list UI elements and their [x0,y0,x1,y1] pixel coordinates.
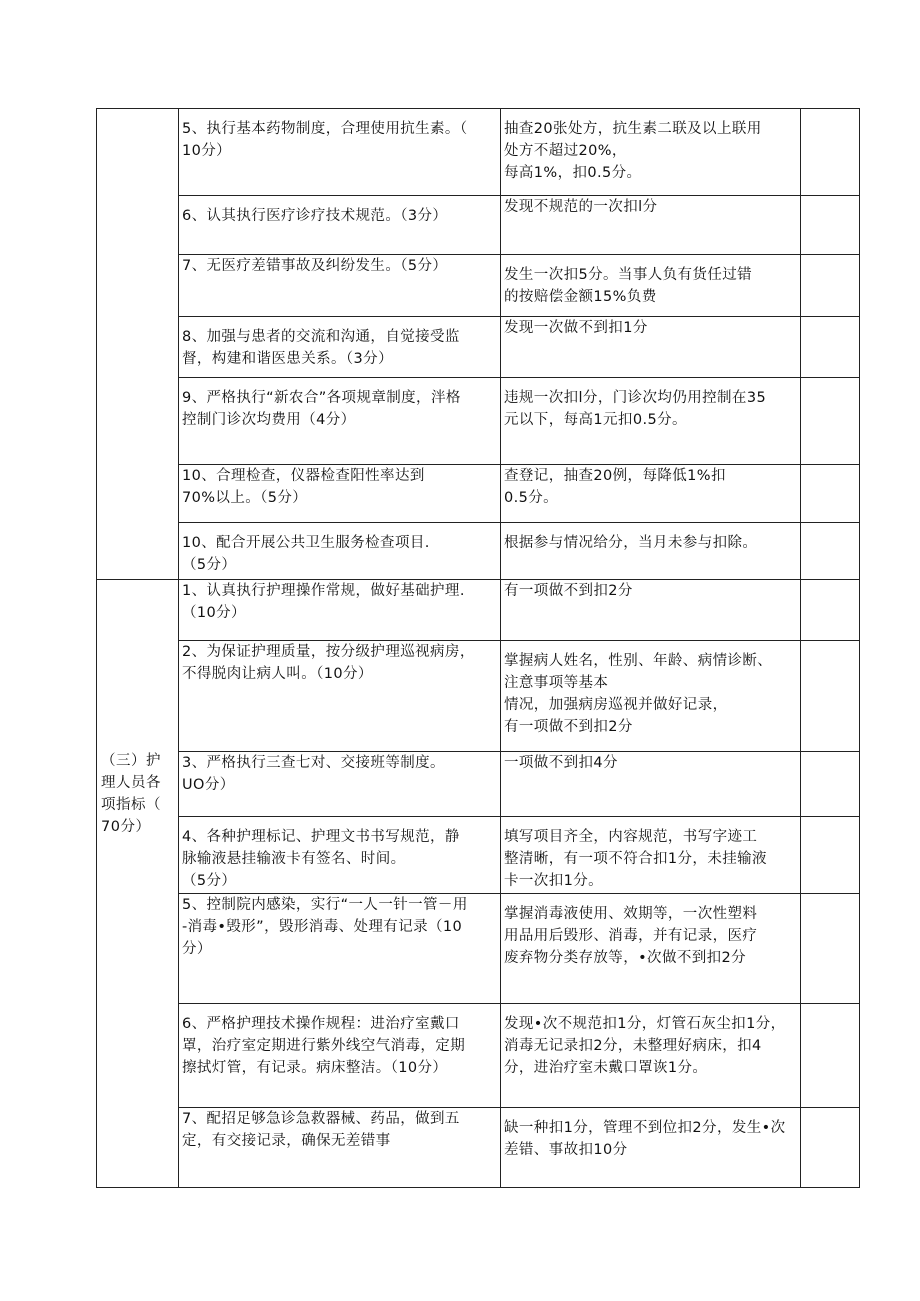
rule-cell [501,465,801,523]
table-row [97,196,860,255]
table-row [97,817,860,894]
score-cell[interactable] [801,317,860,378]
item-cell-line: 7、配招足够急诊急救器械、药品，做到五 [182,1111,460,1127]
item-cell-line: 罩，治疗室定期进行紫外线空气消毒，定期 [182,1038,466,1054]
rule-cell-line: 0.5分。 [504,490,559,506]
item-cell [179,1004,501,1108]
rule-cell-line: 抽查20张处方，抗生素二联及以上联用 [504,121,762,137]
item-cell-line: （5分） [182,557,237,573]
rule-cell [501,109,801,196]
rule-cell-line: 的按赔偿金额15%负费 [504,289,657,305]
item-cell [179,752,501,817]
table-row [97,317,860,378]
rule-cell-line: 用品用后毁形、消毒，并有记录，医疗 [504,928,758,944]
item-cell-line: 7、无医疗差错事故及纠纷发生。（5分） [182,258,448,274]
item-cell [179,1108,501,1188]
item-cell-line: 控制门诊次均费用（4分） [182,412,356,428]
rule-cell [501,894,801,1004]
category-label-line: 理人员各 [101,775,161,791]
item-cell [179,196,501,255]
rule-cell-line: 填写项目齐全，内容规范，书写字迹工 [504,829,758,845]
rule-cell-line: 掌握病人姓名，性别、年龄、病情诊断、 [504,653,773,669]
rule-cell-line: 有一项做不到扣2分 [504,583,633,599]
rule-cell-line: 处方不超过20%， [504,143,627,159]
item-cell-line: 8、加强与患者的交流和沟通，自觉接受监 [182,329,460,345]
rule-cell [501,641,801,752]
item-cell [179,465,501,523]
table-row [97,465,860,523]
item-cell-line: UO分） [182,777,235,793]
score-cell[interactable] [801,752,860,817]
category-label-line: （三）护 [101,753,161,769]
item-cell-line: 10分） [182,143,232,159]
table-row [97,580,860,641]
rule-cell-line: 分，进治疗室未戴口罩诙1分。 [504,1060,708,1076]
item-cell [179,317,501,378]
item-cell-line: -消毒•毁形”，毁形消毒、处理有记录（10 [182,919,463,935]
rule-cell [501,817,801,894]
item-cell-line: 1、认真执行护理操作常规，做好基础护理. [182,583,465,599]
rule-cell-line: 每高1%，扣0.5分。 [504,165,642,181]
item-cell [179,523,501,580]
rule-cell-line: 发现•次不规范扣1分，灯管石灰尘扣1分， [504,1016,786,1032]
score-cell[interactable] [801,894,860,1004]
item-cell-line: 70%以上。（5分） [182,490,308,506]
rule-cell-line: 卡一次扣1分。 [504,873,604,889]
rule-cell-line: 掌握消毒液使用、效期等，一次性塑料 [504,906,758,922]
rule-cell-line: 有一项做不到扣2分 [504,719,633,735]
category-cell-nursing [97,580,179,1188]
item-cell [179,109,501,196]
rule-cell-line: 整清晰，有一项不符合扣1分，未挂输液 [504,851,767,867]
table-row [97,752,860,817]
item-cell [179,580,501,641]
item-cell [179,817,501,894]
item-cell-line: 不得脱肉让病人叫。（10分） [182,666,373,682]
item-cell-line: 5、执行基本药物制度，合理使用抗生素。（ [182,121,468,137]
category-label-line: 项指标（ [101,797,161,813]
item-cell-line: 6、严格护理技术操作规程：进治疗室戴口 [182,1016,460,1032]
table-row [97,1108,860,1188]
score-cell[interactable] [801,1004,860,1108]
category-cell-medical [97,109,179,580]
item-cell [179,378,501,465]
rule-cell-line: 根据参与情况给分，当月未参与扣除。 [504,535,758,551]
rule-cell [501,1108,801,1188]
item-cell-line: 3、严格执行三查七对、交接班等制度。 [182,755,445,771]
item-cell-line: 4、各种护理标记、护理文书书写规范，静 [182,829,460,845]
score-cell[interactable] [801,378,860,465]
rule-cell-line: 违规一次扣l分，门诊次均仍用控制在35 [504,390,767,406]
score-cell[interactable] [801,255,860,317]
rule-cell [501,378,801,465]
rule-cell [501,523,801,580]
item-cell-line: 10、配合开展公共卫生服务检查项目. [182,535,430,551]
score-cell[interactable] [801,523,860,580]
rule-cell [501,580,801,641]
rule-cell-line: 元以下，每高1元扣0.5分。 [504,412,687,428]
table-row [97,1004,860,1108]
item-cell-line: 定，有交接记录，确保无差错事 [182,1133,391,1149]
item-cell-line: 2、为保证护理质量，按分级护理巡视病房， [182,644,475,660]
item-cell-line: 督，构建和谐医患关系。（3分） [182,351,393,367]
item-cell [179,641,501,752]
score-cell[interactable] [801,817,860,894]
rule-cell [501,255,801,317]
item-cell-line: （10分） [182,605,246,621]
assessment-table [96,108,860,1188]
rule-cell-line: 一项做不到扣4分 [504,755,618,771]
rule-cell-line: 废弃物分类存放等，•次做不到扣2分 [504,950,747,966]
table-row [97,378,860,465]
table-row [97,255,860,317]
score-cell[interactable] [801,1108,860,1188]
score-cell[interactable] [801,196,860,255]
item-cell-line: 6、认其执行医疗诊疗技术规范。（3分） [182,208,448,224]
score-cell[interactable] [801,641,860,752]
rule-cell-line: 发现一次做不到扣1分 [504,320,648,336]
rule-cell-line: 注意事项等基本 [504,675,609,691]
score-cell[interactable] [801,580,860,641]
rule-cell [501,752,801,817]
table-row [97,894,860,1004]
category-label-line: 70分） [101,819,151,835]
rule-cell [501,1004,801,1108]
item-cell-line: 9、严格执行“新农合”各项规章制度，泮格 [182,390,461,406]
rule-cell-line: 发现不规范的一次扣l分 [504,199,658,215]
rule-cell-line: 消毒无记录扣2分，未整理好病床，扣4 [504,1038,762,1054]
item-cell-line: 10、合理检查，仪器检查阳性率达到 [182,468,425,484]
rule-cell-line: 发生一次扣5分。当事人负有货任过错 [504,267,753,283]
rule-cell [501,317,801,378]
score-cell[interactable] [801,109,860,196]
score-cell[interactable] [801,465,860,523]
item-cell-line: 分） [182,941,212,957]
rule-cell-line: 情况，加强病房巡视并做好记录， [504,697,728,713]
item-cell [179,894,501,1004]
item-cell [179,255,501,317]
item-cell-line: （5分） [182,873,237,889]
rule-cell [501,196,801,255]
item-cell-line: 擦拭灯管，有记录。病床整洁。（10分） [182,1060,448,1076]
table-row [97,641,860,752]
item-cell-line: 脉输液悬挂输液卡有签名、时间。 [182,851,406,867]
item-cell-line: 5、控制院内感染，实行“一人一针一管－用 [182,897,468,913]
table-row [97,523,860,580]
table-row [97,109,860,196]
rule-cell-line: 缺一种扣1分，管理不到位扣2分，发生•次 [504,1120,786,1136]
rule-cell-line: 差错、事故扣10分 [504,1142,628,1158]
rule-cell-line: 查登记，抽查20例，每降低1%扣 [504,468,726,484]
